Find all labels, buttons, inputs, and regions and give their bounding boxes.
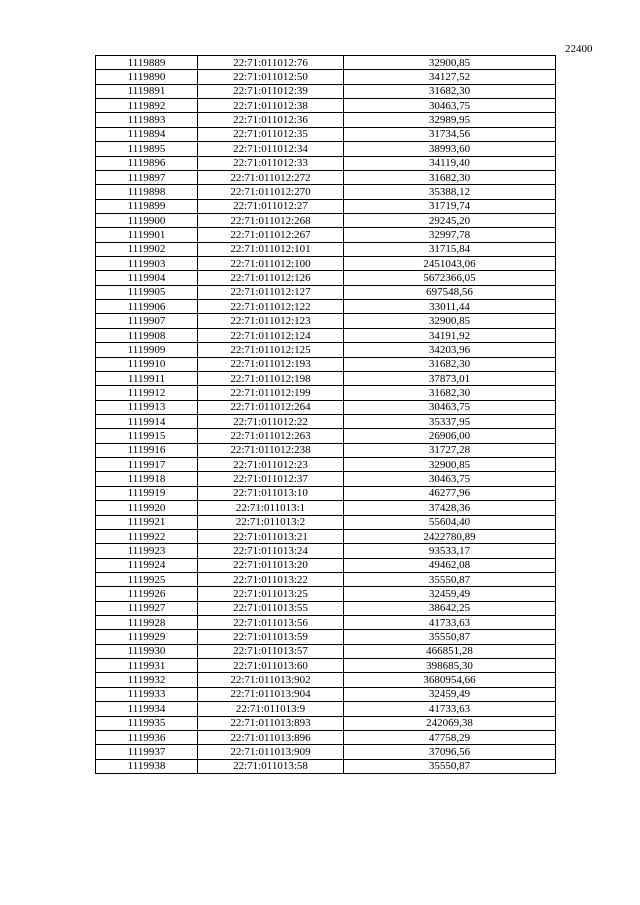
value-cell: 5672366,05	[344, 271, 556, 285]
record-number-cell: 1119920	[96, 501, 198, 515]
table-row	[96, 486, 556, 500]
record-number-cell: 1119895	[96, 142, 198, 156]
cadastral-number-cell: 22:71:011012:76	[198, 56, 344, 70]
value-cell: 37873,01	[344, 371, 556, 385]
table-row	[96, 99, 556, 113]
value-cell: 37096,56	[344, 745, 556, 759]
value-cell: 49462,08	[344, 558, 556, 572]
table-row	[96, 558, 556, 572]
record-number-cell: 1119910	[96, 357, 198, 371]
value-cell: 34191,92	[344, 328, 556, 342]
cadastral-number-cell: 22:71:011013:25	[198, 587, 344, 601]
value-cell: 35550,87	[344, 630, 556, 644]
value-cell: 55604,40	[344, 515, 556, 529]
cadastral-number-cell: 22:71:011012:263	[198, 429, 344, 443]
table-row	[96, 472, 556, 486]
table-row	[96, 587, 556, 601]
value-cell: 398685,30	[344, 659, 556, 673]
value-cell: 31727,28	[344, 443, 556, 457]
table-row	[96, 644, 556, 658]
value-cell: 3680954,66	[344, 673, 556, 687]
table-row	[96, 343, 556, 357]
value-cell: 2451043,06	[344, 257, 556, 271]
cadastral-number-cell: 22:71:011012:126	[198, 271, 344, 285]
table-container	[95, 55, 556, 774]
record-number-cell: 1119913	[96, 400, 198, 414]
value-cell: 38993,60	[344, 142, 556, 156]
record-number-cell: 1119937	[96, 745, 198, 759]
cadastral-number-cell: 22:71:011013:56	[198, 616, 344, 630]
record-number-cell: 1119903	[96, 257, 198, 271]
table-row	[96, 400, 556, 414]
cadastral-number-cell: 22:71:011013:22	[198, 572, 344, 586]
record-number-cell: 1119936	[96, 730, 198, 744]
table-row	[96, 501, 556, 515]
cadastral-number-cell: 22:71:011012:264	[198, 400, 344, 414]
table-row	[96, 257, 556, 271]
record-number-cell: 1119938	[96, 759, 198, 773]
cadastral-number-cell: 22:71:011012:35	[198, 127, 344, 141]
value-cell: 32989,95	[344, 113, 556, 127]
value-cell: 35550,87	[344, 572, 556, 586]
table-row	[96, 730, 556, 744]
record-number-cell: 1119889	[96, 56, 198, 70]
record-number-cell: 1119917	[96, 458, 198, 472]
table-row	[96, 601, 556, 615]
table-row	[96, 458, 556, 472]
table-row	[96, 745, 556, 759]
cadastral-number-cell: 22:71:011012:267	[198, 228, 344, 242]
record-number-cell: 1119904	[96, 271, 198, 285]
table-row	[96, 113, 556, 127]
record-number-cell: 1119925	[96, 572, 198, 586]
value-cell: 697548,56	[344, 285, 556, 299]
value-cell: 31682,30	[344, 170, 556, 184]
value-cell: 30463,75	[344, 472, 556, 486]
record-number-cell: 1119923	[96, 544, 198, 558]
record-number-cell: 1119894	[96, 127, 198, 141]
record-number-cell: 1119909	[96, 343, 198, 357]
table-row	[96, 630, 556, 644]
value-cell: 34119,40	[344, 156, 556, 170]
cadastral-number-cell: 22:71:011013:58	[198, 759, 344, 773]
cadastral-number-cell: 22:71:011013:9	[198, 702, 344, 716]
cadastral-number-cell: 22:71:011012:34	[198, 142, 344, 156]
record-number-cell: 1119893	[96, 113, 198, 127]
cadastral-number-cell: 22:71:011012:124	[198, 328, 344, 342]
record-number-cell: 1119935	[96, 716, 198, 730]
table-row	[96, 70, 556, 84]
record-number-cell: 1119934	[96, 702, 198, 716]
table-row	[96, 185, 556, 199]
cadastral-number-cell: 22:71:011013:60	[198, 659, 344, 673]
table-row	[96, 156, 556, 170]
record-number-cell: 1119901	[96, 228, 198, 242]
record-number-cell: 1119928	[96, 616, 198, 630]
record-number-cell: 1119922	[96, 529, 198, 543]
record-number-cell: 1119915	[96, 429, 198, 443]
record-number-cell: 1119900	[96, 213, 198, 227]
cadastral-number-cell: 22:71:011012:33	[198, 156, 344, 170]
record-number-cell: 1119898	[96, 185, 198, 199]
record-number-cell: 1119927	[96, 601, 198, 615]
cadastral-number-cell: 22:71:011012:198	[198, 371, 344, 385]
record-number-cell: 1119896	[96, 156, 198, 170]
value-cell: 46277,96	[344, 486, 556, 500]
table-row	[96, 759, 556, 773]
record-number-cell: 1119902	[96, 242, 198, 256]
value-cell: 32900,85	[344, 56, 556, 70]
cadastral-number-cell: 22:71:011012:127	[198, 285, 344, 299]
table-row	[96, 515, 556, 529]
value-cell: 26906,00	[344, 429, 556, 443]
value-cell: 30463,75	[344, 400, 556, 414]
table-row	[96, 716, 556, 730]
value-cell: 32900,85	[344, 314, 556, 328]
record-number-cell: 1119919	[96, 486, 198, 500]
value-cell: 32900,85	[344, 458, 556, 472]
table-row	[96, 673, 556, 687]
record-number-cell: 1119899	[96, 199, 198, 213]
record-number-cell: 1119890	[96, 70, 198, 84]
table-row	[96, 84, 556, 98]
table-row	[96, 142, 556, 156]
value-cell: 35337,95	[344, 414, 556, 428]
value-cell: 2422780,89	[344, 529, 556, 543]
page-number: 22400	[565, 43, 593, 55]
table-row	[96, 314, 556, 328]
table-row	[96, 300, 556, 314]
value-cell: 41733,63	[344, 616, 556, 630]
table-row	[96, 56, 556, 70]
record-number-cell: 1119932	[96, 673, 198, 687]
record-number-cell: 1119905	[96, 285, 198, 299]
cadastral-number-cell: 22:71:011012:238	[198, 443, 344, 457]
record-number-cell: 1119907	[96, 314, 198, 328]
table-row	[96, 702, 556, 716]
record-number-cell: 1119918	[96, 472, 198, 486]
table-row	[96, 414, 556, 428]
table-row	[96, 572, 556, 586]
cadastral-number-cell: 22:71:011012:199	[198, 386, 344, 400]
cadastral-number-cell: 22:71:011013:24	[198, 544, 344, 558]
value-cell: 34203,96	[344, 343, 556, 357]
table-row	[96, 616, 556, 630]
cadastral-number-cell: 22:71:011012:125	[198, 343, 344, 357]
value-cell: 32459,49	[344, 587, 556, 601]
record-number-cell: 1119931	[96, 659, 198, 673]
table-row	[96, 659, 556, 673]
record-number-cell: 1119891	[96, 84, 198, 98]
cadastral-number-cell: 22:71:011013:893	[198, 716, 344, 730]
record-number-cell: 1119908	[96, 328, 198, 342]
cadastral-number-cell: 22:71:011012:268	[198, 213, 344, 227]
table-row	[96, 271, 556, 285]
record-number-cell: 1119926	[96, 587, 198, 601]
record-number-cell: 1119921	[96, 515, 198, 529]
value-cell: 242069,38	[344, 716, 556, 730]
table-row	[96, 285, 556, 299]
value-cell: 38642,25	[344, 601, 556, 615]
table-row	[96, 170, 556, 184]
table-row	[96, 228, 556, 242]
value-cell: 31715,84	[344, 242, 556, 256]
cadastral-number-cell: 22:71:011012:27	[198, 199, 344, 213]
value-cell: 31682,30	[344, 84, 556, 98]
value-cell: 93533,17	[344, 544, 556, 558]
value-cell: 35550,87	[344, 759, 556, 773]
cadastral-number-cell: 22:71:011012:22	[198, 414, 344, 428]
record-number-cell: 1119892	[96, 99, 198, 113]
record-number-cell: 1119930	[96, 644, 198, 658]
value-cell: 32459,49	[344, 687, 556, 701]
table-row	[96, 443, 556, 457]
record-number-cell: 1119912	[96, 386, 198, 400]
value-cell: 35388,12	[344, 185, 556, 199]
table-row	[96, 529, 556, 543]
table-row	[96, 544, 556, 558]
cadastral-number-cell: 22:71:011013:896	[198, 730, 344, 744]
table-row	[96, 328, 556, 342]
cadastral-number-cell: 22:71:011013:902	[198, 673, 344, 687]
cadastral-number-cell: 22:71:011013:1	[198, 501, 344, 515]
cadastral-number-cell: 22:71:011012:39	[198, 84, 344, 98]
table-row	[96, 357, 556, 371]
value-cell: 31682,30	[344, 386, 556, 400]
value-cell: 29245,20	[344, 213, 556, 227]
cadastral-number-cell: 22:71:011012:122	[198, 300, 344, 314]
table-row	[96, 386, 556, 400]
record-number-cell: 1119929	[96, 630, 198, 644]
value-cell: 37428,36	[344, 501, 556, 515]
record-number-cell: 1119906	[96, 300, 198, 314]
cadastral-number-cell: 22:71:011013:10	[198, 486, 344, 500]
record-number-cell: 1119933	[96, 687, 198, 701]
cadastral-number-cell: 22:71:011012:101	[198, 242, 344, 256]
table-row	[96, 429, 556, 443]
cadastral-number-cell: 22:71:011012:100	[198, 257, 344, 271]
cadastral-number-cell: 22:71:011013:2	[198, 515, 344, 529]
value-cell: 31734,56	[344, 127, 556, 141]
value-cell: 31682,30	[344, 357, 556, 371]
value-cell: 31719,74	[344, 199, 556, 213]
cadastral-number-cell: 22:71:011012:37	[198, 472, 344, 486]
cadastral-number-cell: 22:71:011013:21	[198, 529, 344, 543]
value-cell: 34127,52	[344, 70, 556, 84]
cadastral-number-cell: 22:71:011012:123	[198, 314, 344, 328]
value-cell: 30463,75	[344, 99, 556, 113]
table-row	[96, 127, 556, 141]
cadastral-number-cell: 22:71:011012:38	[198, 99, 344, 113]
value-cell: 47758,29	[344, 730, 556, 744]
data-table	[95, 55, 556, 774]
cadastral-number-cell: 22:71:011013:20	[198, 558, 344, 572]
cadastral-number-cell: 22:71:011013:909	[198, 745, 344, 759]
cadastral-number-cell: 22:71:011012:193	[198, 357, 344, 371]
table-row	[96, 687, 556, 701]
record-number-cell: 1119897	[96, 170, 198, 184]
value-cell: 32997,78	[344, 228, 556, 242]
cadastral-number-cell: 22:71:011013:55	[198, 601, 344, 615]
table-row	[96, 371, 556, 385]
record-number-cell: 1119914	[96, 414, 198, 428]
table-row	[96, 242, 556, 256]
record-number-cell: 1119911	[96, 371, 198, 385]
value-cell: 466851,28	[344, 644, 556, 658]
cadastral-number-cell: 22:71:011012:23	[198, 458, 344, 472]
cadastral-number-cell: 22:71:011012:36	[198, 113, 344, 127]
cadastral-number-cell: 22:71:011013:59	[198, 630, 344, 644]
table-row	[96, 213, 556, 227]
value-cell: 41733,63	[344, 702, 556, 716]
cadastral-number-cell: 22:71:011012:272	[198, 170, 344, 184]
table-body	[96, 56, 556, 774]
value-cell: 33011,44	[344, 300, 556, 314]
cadastral-number-cell: 22:71:011013:904	[198, 687, 344, 701]
table-row	[96, 199, 556, 213]
cadastral-number-cell: 22:71:011012:270	[198, 185, 344, 199]
cadastral-number-cell: 22:71:011012:50	[198, 70, 344, 84]
cadastral-number-cell: 22:71:011013:57	[198, 644, 344, 658]
record-number-cell: 1119916	[96, 443, 198, 457]
record-number-cell: 1119924	[96, 558, 198, 572]
